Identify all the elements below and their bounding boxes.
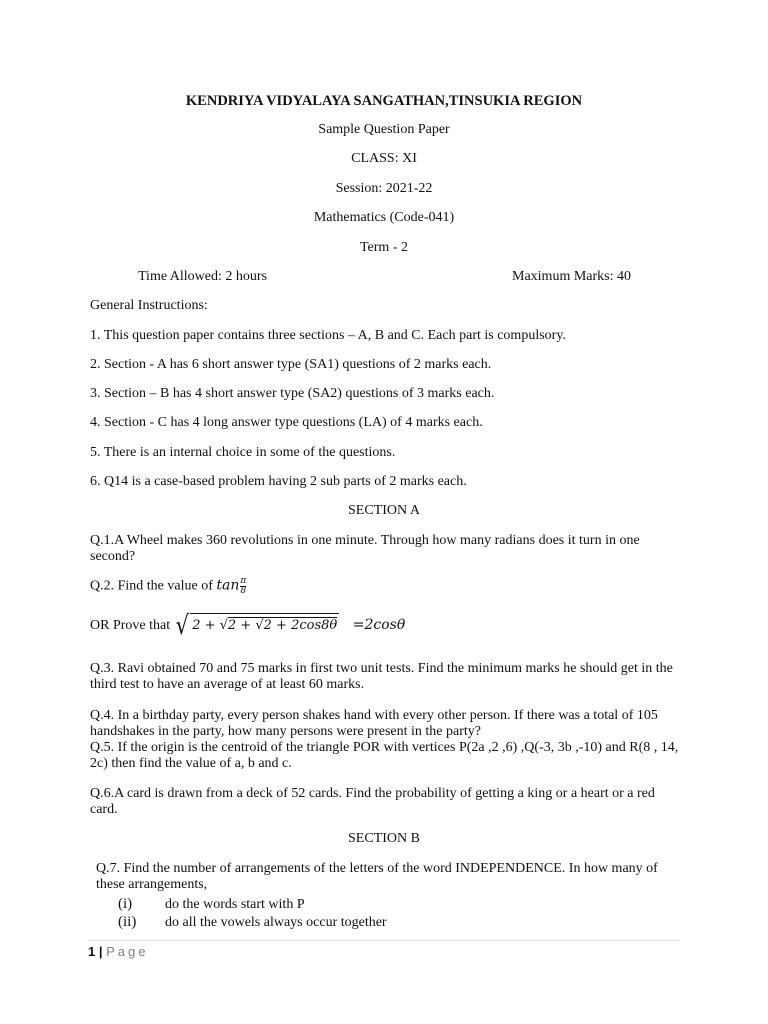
subject-line: Mathematics (Code-041) — [313, 210, 455, 225]
nested-radical — [174, 610, 340, 641]
class-line: CLASS: XI — [351, 151, 417, 166]
inner-radicand: 2 + √2 + 2cos8θ — [227, 617, 338, 633]
radicand-part: 2 + — [227, 617, 256, 633]
part-text: do the words start with P — [165, 897, 305, 912]
instruction-item: 5. There is an internal choice in some of the questions. — [90, 445, 396, 460]
question-2-text: Q.2. Find the value of — [90, 578, 217, 594]
time-allowed: Time Allowed: 2 hours — [138, 269, 267, 284]
maximum-marks: Maximum Marks: 40 — [512, 269, 631, 284]
page-number: 1 — [88, 944, 96, 959]
question-7: Q.7. Find the number of arrangements of the letters of the word INDEPENDENCE. In how many of these arrangements, — [96, 861, 658, 892]
instruction-item: 1. This question paper contains three sections – A, B and C. Each part is compulsory. — [90, 328, 566, 343]
pi-over-8-fraction — [240, 577, 246, 596]
instructions-heading: General Instructions: — [90, 298, 208, 313]
radicand-part: 2 + — [192, 617, 220, 633]
innermost-radicand: 2 + 2cos8θ — [263, 617, 338, 633]
term-line: Term - 2 — [359, 240, 408, 255]
rhs-expression: =2cosθ — [352, 617, 406, 633]
fraction-numerator: π — [240, 576, 247, 586]
question-3: Q.3. Ravi obtained 70 and 75 marks in first two unit tests. Find the minimum marks he should get in the third test to have an average of at least 60 marks. — [90, 661, 673, 692]
or-prove-text: OR Prove that — [90, 618, 174, 633]
part-label: (i) — [118, 896, 133, 912]
radicand: 2 + √2 + √2 + 2cos8θ — [190, 613, 339, 639]
instruction-item: 6. Q14 is a case-based problem having 2 sub parts of 2 marks each. — [90, 474, 467, 489]
question-4: Q.4. In a birthday party, every person shakes hand with every other person. If there was a total of 105 handshakes in the party, how many persons were present in the party? — [90, 708, 658, 739]
part-text: do all the vowels always occur together — [165, 915, 387, 930]
footer-divider — [88, 940, 680, 941]
question-6: Q.6.A card is drawn from a deck of 52 cards. Find the probability of getting a king or a heart or a red card. — [90, 786, 655, 817]
session-line: Session: 2021-22 — [335, 181, 433, 196]
square-root-symbol: √ — [175, 610, 189, 641]
paper-type: Sample Question Paper — [318, 122, 450, 137]
fraction-denominator: 8 — [240, 586, 247, 596]
section-b-heading: SECTION B — [348, 831, 420, 846]
instruction-item: 2. Section - A has 6 short answer type (SA1) questions of 2 marks each. — [90, 357, 492, 372]
question-1: Q.1.A Wheel makes 360 revolutions in one minute. Through how many radians does it turn in one second? — [90, 533, 640, 564]
document-title: KENDRIYA VIDYALAYA SANGATHAN,TINSUKIA REGION — [185, 93, 583, 109]
question-5: Q.5. If the origin is the centroid of the triangle POR with vertices P(2a ,2 ,6) ,Q(-3, 3b ,-10) and R(8 , 14, 2c) then find the value of a, b and c. — [90, 740, 679, 771]
instruction-item: 3. Section – B has 4 short answer type (SA2) questions of 3 marks each. — [90, 386, 495, 401]
tan-function: tan — [216, 577, 240, 594]
section-a-heading: SECTION A — [348, 503, 420, 518]
page-footer — [88, 944, 149, 960]
question-2 — [90, 577, 690, 596]
question-2-or — [90, 612, 710, 639]
instruction-item: 4. Section - C has 4 long answer type questions (LA) of 4 marks each. — [90, 415, 483, 430]
page-label: Page — [106, 944, 149, 959]
part-label: (ii) — [118, 914, 137, 930]
footer-separator: | — [98, 944, 103, 959]
